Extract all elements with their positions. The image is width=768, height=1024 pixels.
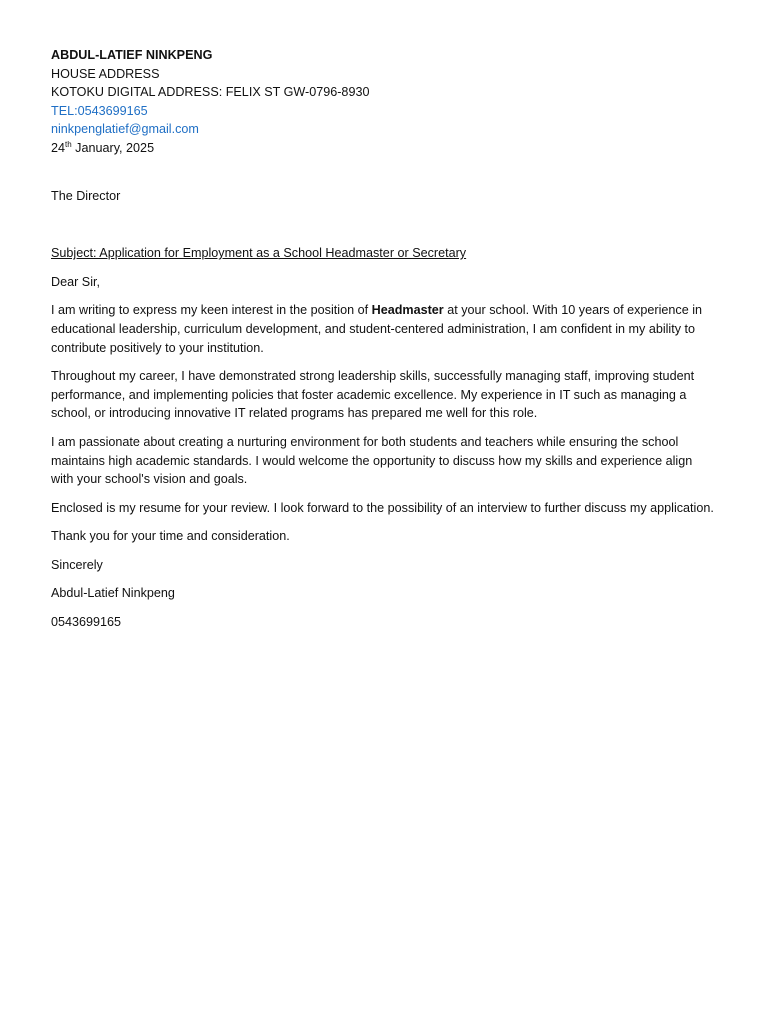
sender-name: ABDUL-LATIEF NINKPENG [51,48,213,62]
paragraph-1-start: I am writing to express my keen interest in the position of [51,303,372,318]
paragraph-5: Thank you for your time and consideration. [51,529,290,544]
date-suffix: th [65,139,72,149]
closing-signoff: Sincerely [51,557,103,572]
position-title: Headmaster [371,303,444,318]
paragraph-3: I am passionate about creating a nurturing environment for both students and teachers while ensuring the school maintains high academic standards. I would welcome the opportunity to discuss how my skills and experience align with your school's vision and goals. [51,434,693,487]
date-day: 24 [51,140,66,155]
paragraph-1-end: at your school. With 10 years of experience in educational leadership, curriculum development, and student-centered administration, I am confident in my ability to contribute positively to your institution. [51,303,703,355]
recipient: The Director [51,188,121,203]
sender-tel-link[interactable]: TEL:0543699165 [51,103,148,118]
sender-digital-address: KOTOKU DIGITAL ADDRESS: FELIX ST GW-0796-8930 [51,85,370,100]
sender-address-label: HOUSE ADDRESS [51,66,160,81]
paragraph-2: Throughout my career, I have demonstrated strong leadership skills, successfully managing staff, improving student performance, and implementing policies that foster academic excellence. My experience in IT such as managing a school, or introducing innovative IT related programs has prepared me well for this role. [51,369,695,421]
date-rest: January, 2025 [71,140,155,155]
paragraph-1 [51,301,718,357]
salutation: Dear Sir, [51,274,100,289]
letter-date [51,139,718,158]
closing-phone: 0543699165 [51,615,122,630]
closing-name: Abdul-Latief Ninkpeng [51,586,175,601]
sender-email-link[interactable]: ninkpenglatief@gmail.com [51,122,199,137]
subject-line: Subject: Application for Employment as a School Headmaster or Secretary [51,246,467,261]
paragraph-4: Enclosed is my resume for your review. I look forward to the possibility of an interview to further discuss my application. [51,500,714,515]
